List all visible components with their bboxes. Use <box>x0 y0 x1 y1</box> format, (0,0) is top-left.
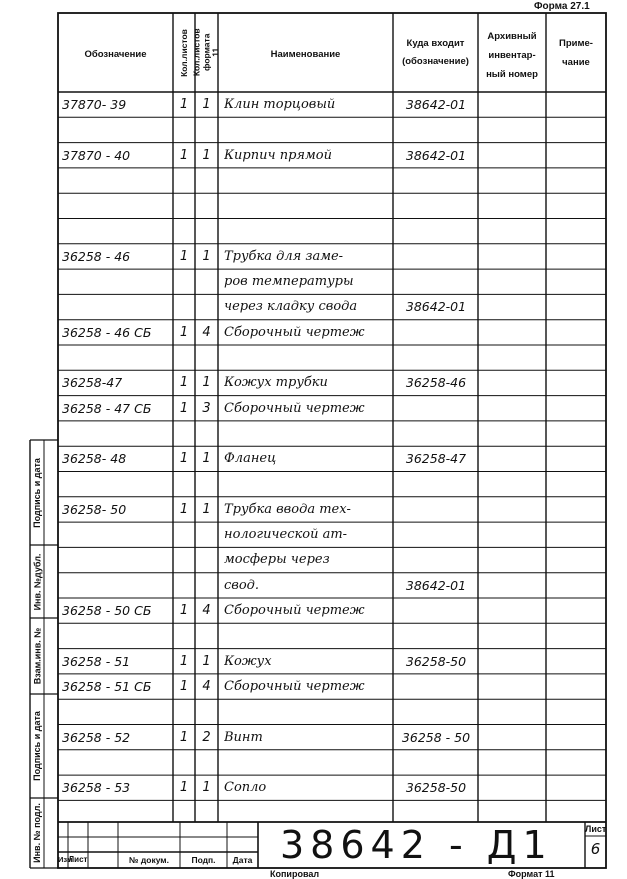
cell-designation: 37870 - 40 <box>62 147 131 163</box>
cell-name: Сопло <box>224 780 267 796</box>
header-note-1: Приме- <box>559 38 593 49</box>
tb-sheet-number: 6 <box>590 840 601 858</box>
form-label: Форма 27.1 <box>534 1 590 12</box>
cell-where: 38642-01 <box>405 147 467 163</box>
side-label-dup-inv: Инв. №дубл. <box>32 553 43 610</box>
tb-col-date: Дата <box>232 855 253 865</box>
tb-col-sheet: Лист <box>68 855 88 864</box>
cell-sheets: 1 <box>179 400 189 416</box>
side-cell-swap-inv <box>30 618 44 694</box>
cell-name: мосферы через <box>224 552 330 568</box>
cell-designation: 36258-47 <box>62 375 123 391</box>
footer-format: Формат 11 <box>508 869 555 879</box>
cell-format: 4 <box>202 603 211 618</box>
cell-where: 36258-46 <box>405 375 467 391</box>
cell-format: 1 <box>202 501 211 517</box>
cell-designation: 36258 - 53 <box>62 780 131 796</box>
cell-name: Клин торцовый <box>224 97 336 112</box>
header-archive-3: ный номер <box>486 69 538 80</box>
side-cell-orig-inv <box>30 798 44 868</box>
cell-designation: 36258 - 50 СБ <box>62 603 152 618</box>
footer-copied: Копировал <box>270 869 320 879</box>
cell-name: Сборочный чертеж <box>224 324 365 340</box>
cell-sheets: 1 <box>179 603 189 618</box>
header-where-used-1: Куда входит <box>406 38 465 49</box>
side-cell-sign-date-2 <box>30 694 44 798</box>
cell-sheets: 1 <box>179 248 189 264</box>
cell-name: Винт <box>224 729 263 745</box>
cell-format: 1 <box>202 248 211 264</box>
cell-designation: 36258- 48 <box>62 451 127 467</box>
cell-format: 1 <box>202 147 211 163</box>
cell-format: 1 <box>202 780 211 796</box>
side-cell-sign-date-1 <box>30 440 44 545</box>
side-label-sign-date-2: Подпись и дата <box>32 711 43 781</box>
cell-name: Сборочный чертеж <box>224 603 365 618</box>
cell-where: 36258-47 <box>405 451 467 467</box>
header-archive-2: инвентар- <box>488 50 536 61</box>
header-note-2: чание <box>562 57 590 68</box>
cell-designation: 36258 - 47 СБ <box>62 400 152 416</box>
tb-col-sign: Подп. <box>191 855 216 865</box>
cell-sheets: 1 <box>179 451 189 467</box>
cell-name: Кожух трубки <box>224 375 328 391</box>
cell-name: Трубка для заме- <box>224 248 344 264</box>
cell-designation: 36258 - 52 <box>62 729 131 745</box>
cell-name: через кладку свода <box>224 299 358 315</box>
cell-name: Фланец <box>224 451 277 467</box>
cell-name: Кожух <box>224 653 272 669</box>
tb-doc-number: 38642 - Д1 <box>280 823 553 867</box>
header-sheets-format: Кол.листов формата 11 <box>191 28 221 77</box>
cell-where: 38642-01 <box>405 577 467 593</box>
cell-name: ров температуры <box>224 274 354 290</box>
cell-where: 36258-50 <box>405 653 467 669</box>
cell-name: свод. <box>224 577 260 593</box>
cell-sheets: 1 <box>179 653 189 669</box>
cell-name: Сборочный чертеж <box>224 678 365 694</box>
cell-designation: 36258 - 46 СБ <box>62 324 152 340</box>
cell-format: 1 <box>202 375 211 391</box>
cell-sheets: 1 <box>179 147 189 163</box>
tb-col-change: Изм <box>58 855 73 864</box>
cell-where: 36258 - 50 <box>401 729 471 745</box>
cell-format: 1 <box>202 97 211 112</box>
cell-sheets: 1 <box>179 324 189 340</box>
cell-format: 1 <box>202 451 211 467</box>
header-archive-1: Архивный <box>487 31 537 42</box>
cell-designation: 36258 - 51 <box>62 653 131 669</box>
cell-name: Кирпич прямой <box>224 147 332 163</box>
cell-name: Трубка ввода тех- <box>224 501 351 517</box>
header-sheets-count: Кол.листов <box>179 28 190 77</box>
cell-where: 38642-01 <box>405 299 467 315</box>
cell-format: 1 <box>202 653 211 669</box>
header-designation: Обозначение <box>84 49 147 60</box>
cell-sheets: 1 <box>179 678 189 694</box>
cell-sheets: 1 <box>179 729 189 745</box>
tb-sheet-label: Лист <box>585 824 607 834</box>
cell-sheets: 1 <box>179 375 189 391</box>
cell-designation: 36258- 50 <box>62 501 127 517</box>
header-name: Наименование <box>270 49 341 60</box>
cell-name: Сборочный чертеж <box>224 400 365 416</box>
cell-format: 4 <box>202 678 211 694</box>
cell-name: нологической ат- <box>224 527 348 543</box>
cell-designation: 37870- 39 <box>62 97 127 112</box>
cell-where: 38642-01 <box>405 97 467 112</box>
cell-format: 3 <box>202 400 211 416</box>
header-where-used-2: (обозначение) <box>402 56 469 67</box>
cell-sheets: 1 <box>179 97 189 112</box>
cell-sheets: 1 <box>179 501 189 517</box>
side-cell-dup-inv <box>30 545 44 618</box>
cell-where: 36258-50 <box>405 780 467 796</box>
side-label-orig-inv: Инв. № подл. <box>32 803 42 863</box>
cell-designation: 36258 - 51 СБ <box>62 678 152 694</box>
cell-format: 4 <box>202 324 211 340</box>
tb-col-doc: № докум. <box>129 855 169 865</box>
cell-sheets: 1 <box>179 780 189 796</box>
side-label-swap-inv: Взам.инв. № <box>32 627 42 685</box>
cell-designation: 36258 - 46 <box>62 248 131 264</box>
cell-format: 2 <box>202 729 211 745</box>
side-label-sign-date-1: Подпись и дата <box>32 457 43 528</box>
